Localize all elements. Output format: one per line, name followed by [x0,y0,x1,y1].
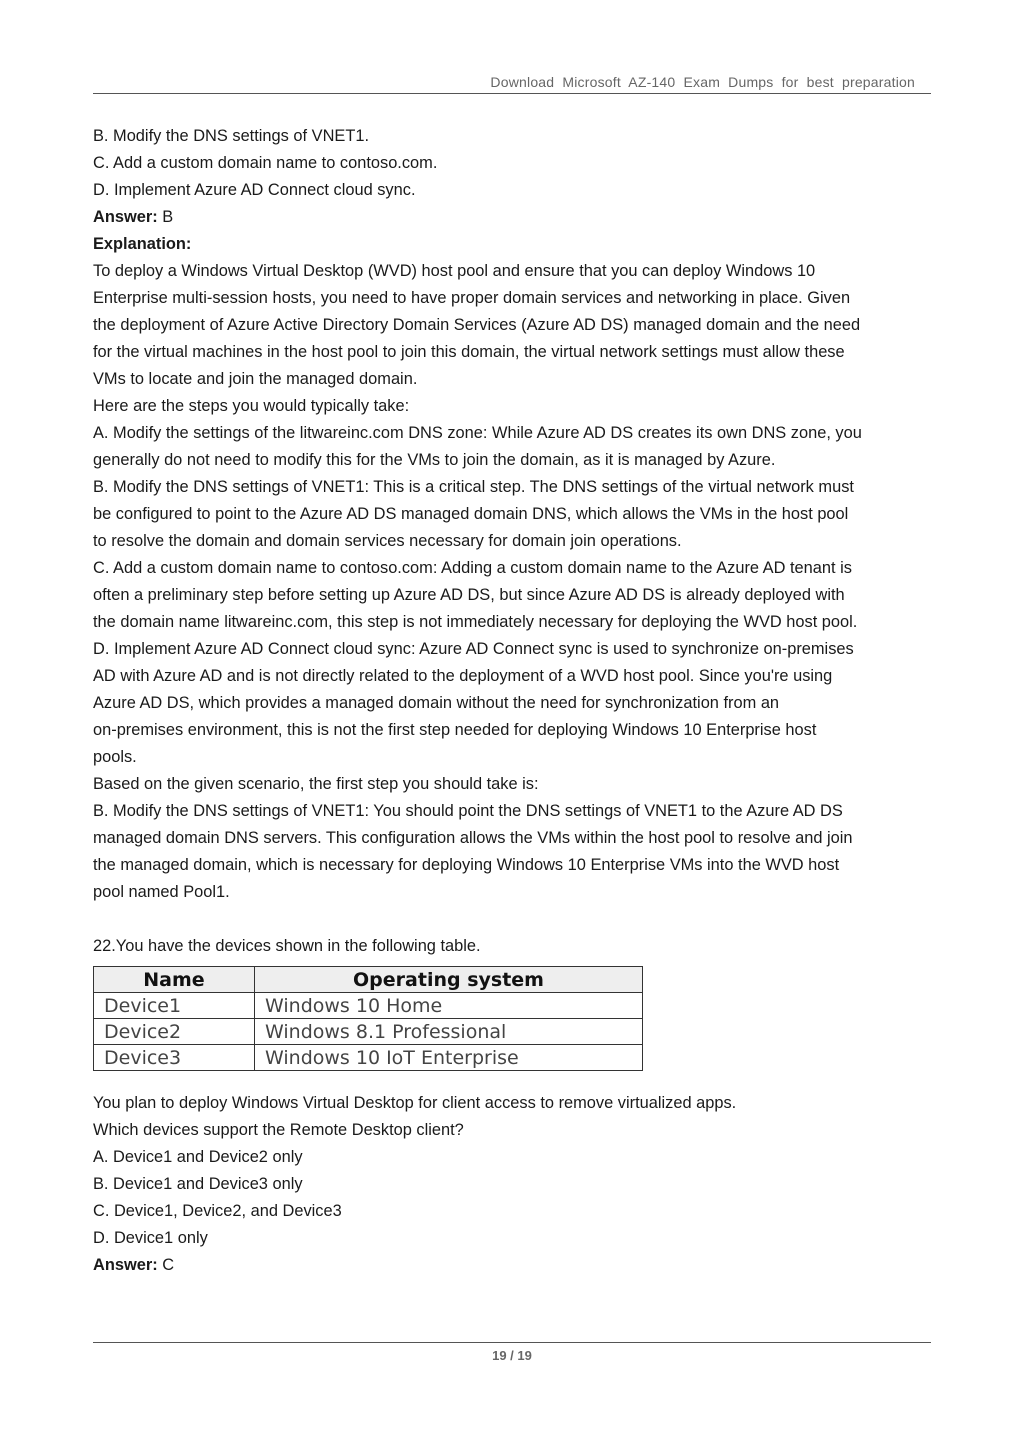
devices-table [93,966,643,1071]
explanation-line: B. Modify the DNS settings of VNET1: This is a critical step. The DNS settings of the virtual network must [93,478,854,496]
explanation-line: the managed domain, which is necessary for deploying Windows 10 Enterprise VMs into the WVD host [93,856,840,874]
explanation-line: often a preliminary step before setting up Azure AD DS, but since Azure AD DS is already deployed with [93,586,845,604]
option-c: C. Device1, Device2, and Device3 [93,1202,342,1220]
explanation-line: AD with Azure AD and is not directly related to the deployment of a WVD host pool. Since you're using [93,667,833,685]
question-21-content [93,123,935,960]
device-name-cell: Device3 [94,1045,255,1071]
spacer [93,906,935,933]
question-22-text: 22.You have the devices shown in the following table. [93,937,481,955]
device-os-cell: Windows 10 IoT Enterprise [255,1045,643,1071]
explanation-line: A. Modify the settings of the litwareinc.com DNS zone: While Azure AD DS creates its own DNS zone, you [93,424,862,442]
explanation-line: C. Add a custom domain name to contoso.com: Adding a custom domain name to the Azure AD tenant is [93,559,852,577]
explanation-line: be configured to point to the Azure AD DS managed domain DNS, which allows the VMs in the host pool [93,505,849,523]
explanation-line: the deployment of Azure Active Directory Domain Services (Azure AD DS) managed domain and the need [93,316,861,334]
column-header-name: Name [94,967,255,993]
explanation-line: B. Modify the DNS settings of VNET1: You should point the DNS settings of VNET1 to the Azure AD DS [93,802,843,820]
explanation-line: for the virtual machines in the host pool to join this domain, the virtual network settings must allow these [93,343,845,361]
table-row [94,1019,643,1045]
device-os-cell: Windows 10 Home [255,993,643,1019]
answer-line [93,1252,935,1279]
option-a: A. Device1 and Device2 only [93,1148,303,1166]
explanation-line: pool named Pool1. [93,883,230,901]
device-os-cell: Windows 8.1 Professional [255,1019,643,1045]
question-22-body: Which devices support the Remote Desktop client? [93,1121,464,1139]
device-name-cell: Device1 [94,993,255,1019]
page-header [93,72,931,94]
explanation-line: the domain name litwareinc.com, this step is not immediately necessary for deploying the WVD host pool. [93,613,858,631]
header-text: Download Microsoft AZ-140 Exam Dumps for best preparation [490,74,915,90]
explanation-line: Enterprise multi-session hosts, you need to have proper domain services and networking in place. Given [93,289,851,307]
explanation-label: Explanation: [93,235,192,253]
explanation-line: generally do not need to modify this for the VMs to join the domain, as it is managed by Azure. [93,451,776,469]
option-b: B. Modify the DNS settings of VNET1. [93,127,370,145]
question-22-body: You plan to deploy Windows Virtual Desktop for client access to remove virtualized apps. [93,1094,737,1112]
table-row [94,1045,643,1071]
answer-value: B [157,208,174,226]
explanation-line: to resolve the domain and domain services necessary for domain join operations. [93,532,682,550]
explanation-line: pools. [93,748,137,766]
option-c: C. Add a custom domain name to contoso.com. [93,154,438,172]
device-name-cell: Device2 [94,1019,255,1045]
option-d: D. Implement Azure AD Connect cloud sync. [93,181,416,199]
explanation-line: managed domain DNS servers. This configuration allows the VMs within the host pool to resolve and join [93,829,853,847]
explanation-line: Azure AD DS, which provides a managed domain without the need for synchronization from an [93,694,780,712]
explanation-line: VMs to locate and join the managed domain. [93,370,418,388]
page-number: 19 / 19 [492,1348,532,1363]
explanation-line: To deploy a Windows Virtual Desktop (WVD) host pool and ensure that you can deploy Windows 10 [93,262,816,280]
answer-label: Answer: [93,208,158,226]
table-row [94,993,643,1019]
explanation-line: on-premises environment, this is not the first step needed for deploying Windows 10 Enterprise host [93,721,817,739]
explanation-line: Based on the given scenario, the first step you should take is: [93,775,539,793]
answer-line [93,204,935,231]
answer-value: C [157,1256,175,1274]
option-b: B. Device1 and Device3 only [93,1175,303,1193]
answer-label: Answer: [93,1256,158,1274]
question-22-content [93,1090,935,1279]
explanation-line: D. Implement Azure AD Connect cloud sync: Azure AD Connect sync is used to synchronize on-premises [93,640,854,658]
table-header-row [94,967,643,993]
page-footer [93,1342,931,1365]
explanation-line: Here are the steps you would typically take: [93,397,410,415]
column-header-os: Operating system [255,967,643,993]
option-d: D. Device1 only [93,1229,208,1247]
